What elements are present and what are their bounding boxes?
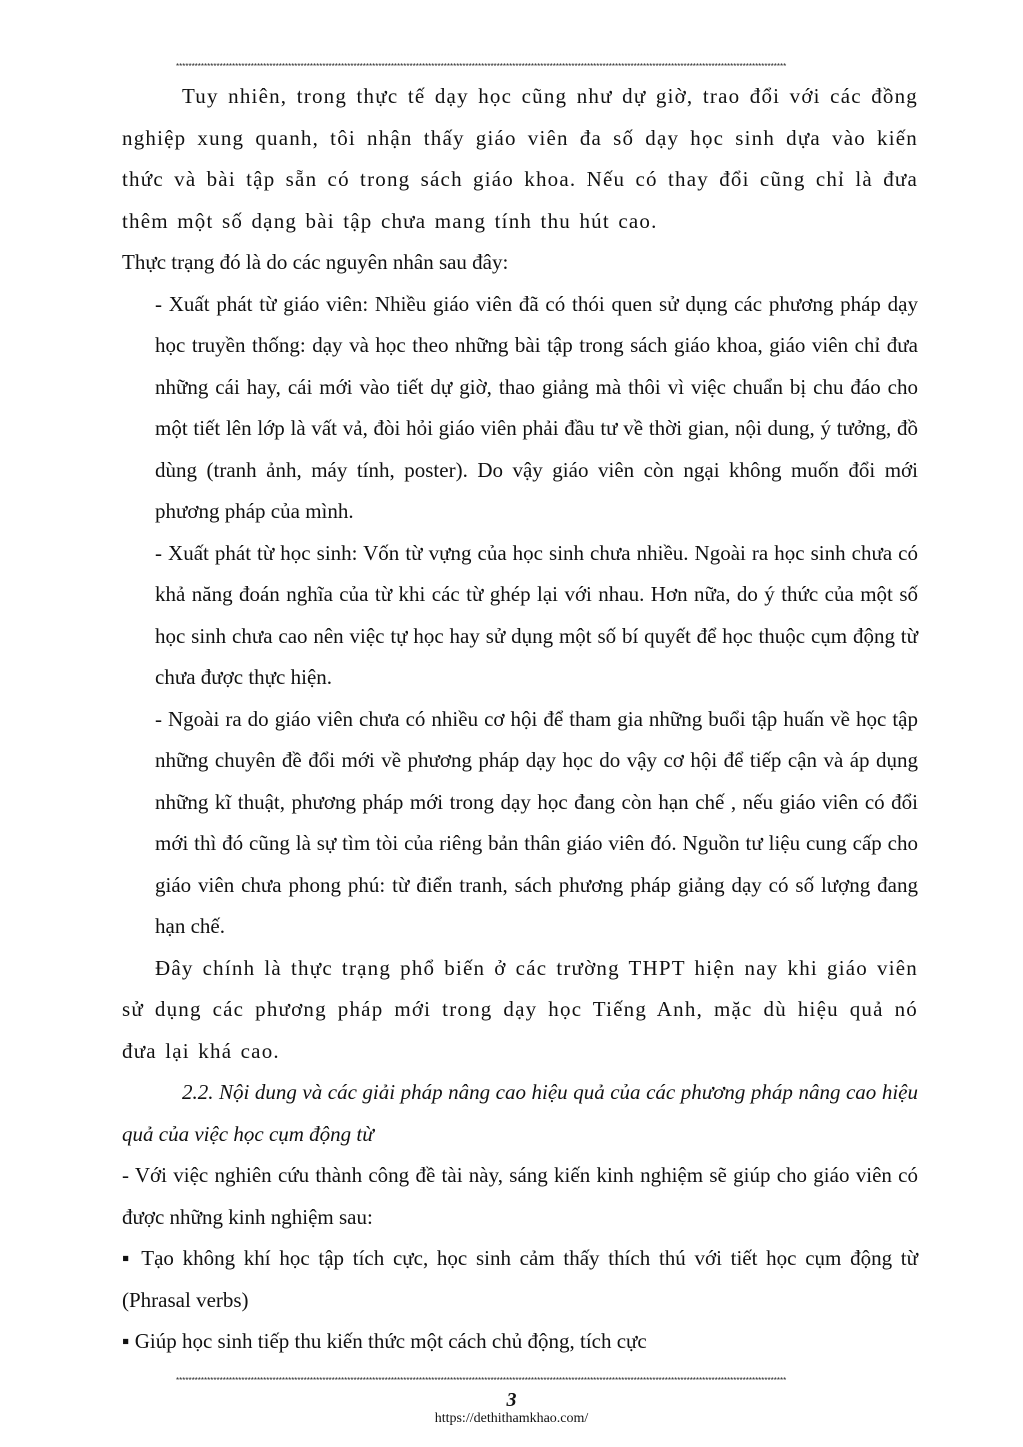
list-item-benefit-1: ▪ Tạo không khí học tập tích cực, học sinh cảm thấy thích thú với tiết học cụm động từ (Phrasal verbs): [122, 1246, 918, 1312]
list-item-student-cause: - Xuất phát từ học sinh: Vốn từ vựng của học sinh chưa nhiều. Ngoài ra học sinh chưa có khả năng đoán nghĩa của từ khi các từ ghép lại với nhau. Hơn nữa, do ý thức của một số học sinh chưa cao nên việc tự học hay sử dụng một số bí quyết để học thuộc cụm động từ chưa được thực hiện.: [155, 540, 918, 689]
header-rule: ****************************************************************************************************************************************************************************************************: [176, 62, 787, 71]
paragraph-benefits: - Với việc nghiên cứu thành công đề tài này, sáng kiến kinh nghiệm sẽ giúp cho giáo viên có được những kinh nghiệm sau:: [122, 1163, 918, 1229]
footer-url-link[interactable]: https://dethithamkhao.com/: [434, 1411, 589, 1426]
page-body: [122, 76, 918, 1363]
list-item-training-cause: - Ngoài ra do giáo viên chưa có nhiều cơ hội để tham gia những buổi tập huấn về học tập những chuyên đề đổi mới về phương pháp dạy học do vậy cơ hội để tiếp cận và áp dụng những kĩ thuật, phương pháp mới trong dạy học đang còn hạn chế , nếu giáo viên có đổi mới thì đó cũng là sự tìm tòi của riêng bản thân giáo viên đó. Nguồn tư liệu cung cấp cho giáo viên chưa phong phú: từ điển tranh, sách phương pháp giảng dạy có số lượng đang hạn chế.: [155, 706, 918, 938]
paragraph-intro: Tuy nhiên, trong thực tế dạy học cũng như dự giờ, trao đổi với các đồng nghiệp xung quanh, tôi nhận thấy giáo viên đa số dạy học sinh dựa vào kiến thức và bài tập sẵn có trong sách giáo khoa. Nếu có thay đổi cũng chỉ là đưa thêm một số dạng bài tập chưa mang tính thu hút cao.: [122, 84, 918, 233]
paragraph-intro-end: Thực trạng đó là do các nguyên nhân sau đây:: [122, 250, 509, 274]
footer-rule: ****************************************************************************************************************************************************************************************************: [176, 1376, 787, 1385]
section-heading: 2.2. Nội dung và các giải pháp nâng cao hiệu quả của các phương pháp nâng cao hiệu quả của việc học cụm động từ: [122, 1080, 918, 1146]
page-number: 3: [506, 1389, 517, 1411]
paragraph-summary: Đây chính là thực trạng phổ biến ở các trường THPT hiện nay khi giáo viên sử dụng các phương pháp mới trong dạy học Tiếng Anh, mặc dù hiệu quả nó đưa lại khá cao.: [122, 955, 918, 1063]
list-item-teacher-cause: - Xuất phát từ giáo viên: Nhiều giáo viên đã có thói quen sử dụng các phương pháp dạy học truyền thống: dạy và học theo những bài tập trong sách giáo khoa, giáo viên chỉ đưa những cái hay, cái mới vào tiết dự giờ, thao giảng mà thôi vì việc chuẩn bị chu đáo cho một tiết lên lớp là vất vả, đòi hỏi giáo viên phải đầu tư về thời gian, nội dung, ý tưởng, đồ dùng (tranh ảnh, máy tính, poster). Do vậy giáo viên còn ngại không muốn đổi mới phương pháp của mình.: [155, 291, 918, 523]
list-item-benefit-2: ▪ Giúp học sinh tiếp thu kiến thức một cách chủ động, tích cực: [122, 1329, 647, 1353]
